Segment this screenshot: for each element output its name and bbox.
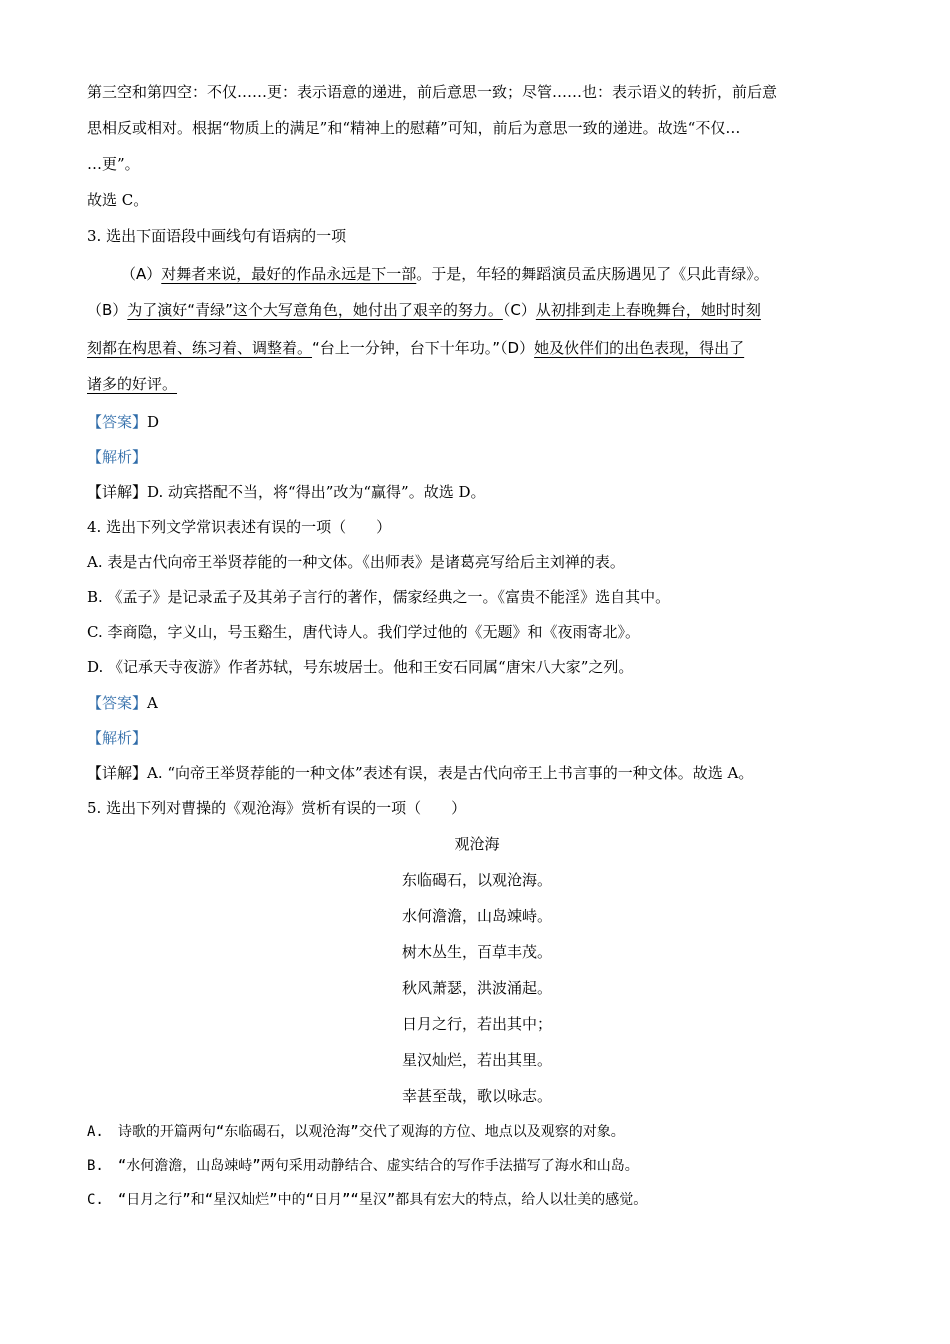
question-3-stem: 3. 选出下面语段中画线句有语病的一项 — [87, 227, 347, 245]
answer-tag: 【答案】 — [87, 694, 148, 712]
q4-answer — [87, 689, 158, 717]
answer-tag: 【答案】 — [87, 413, 148, 431]
q3-passage-line-2 — [87, 296, 761, 324]
q3-underlined-a: 对舞者来说，最好的作品永远是下一部 — [161, 265, 417, 283]
q4-option-c: C. 李商隐，字义山，号玉谿生，唐代诗人。我们学过他的《无题》和《夜雨寄北》。 — [87, 623, 640, 641]
q3-passage-text: 。于是，年轻的舞蹈演员孟庆肠遇见了《只此青绿》。 — [416, 265, 769, 283]
poem-line: 秋风萧瑟，洪波涌起。 — [401, 979, 552, 997]
paragraph-line: 思相反或相对。根据“物质上的满足”和“精神上的慰藉”可知，前后为意思一致的递进。故选“不仅… — [87, 119, 741, 137]
q3-underlined-d-cont: 诸多的好评。 — [87, 375, 178, 393]
paragraph-line: 故选 C。 — [87, 191, 149, 209]
q4-option-a: A. 表是古代向帝王举贤荐能的一种文体。《出师表》是诸葛亮写给后主刘禅的表。 — [87, 553, 625, 571]
q5-option-b: B. “水何澹澹，山岛竦峙”两句采用动静结合、虚实结合的写作手法描写了海水和山岛。 — [87, 1158, 639, 1174]
poem-title: 观沧海 — [454, 835, 500, 853]
poem-line: 幸甚至哉，歌以咏志。 — [401, 1087, 552, 1105]
q4-option-b: B. 《孟子》是记录孟子及其弟子言行的著作，儒家经典之一。《富贵不能淫》选自其中。 — [87, 588, 671, 606]
poem-line: 水何澹澹，山岛竦峙。 — [401, 907, 552, 925]
poem-line: 树木丛生，百草丰茂。 — [401, 943, 552, 961]
poem-line: 东临碣石，以观沧海。 — [401, 871, 552, 889]
q3-underlined-c: 从初排到走上春晚舞台，她时时刻 — [535, 301, 761, 319]
detail-text: A. “向帝王举贤荐能的一种文体”表述有误，表是古代向帝王上书言事的一种文体。故选 A。 — [147, 764, 754, 782]
detail-tag: 【详解】 — [87, 483, 148, 501]
q3-underlined-b: 为了演好“青绿”这个大写意角色，她付出了艰辛的努力。 — [127, 301, 503, 319]
q4-detail — [87, 759, 753, 787]
answer-value: A — [147, 694, 158, 712]
q4-option-d: D. 《记承天寺夜游》作者苏轼，号东坡居士。他和王安石同属“唐宋八大家”之列。 — [87, 658, 634, 676]
q4-analysis-tag: 【解析】 — [87, 729, 148, 747]
question-4-stem: 4. 选出下列文学常识表述有误的一项（ ） — [87, 518, 392, 536]
q3-answer — [87, 408, 159, 436]
q3-detail — [87, 478, 486, 506]
detail-text: D. 动宾搭配不当，将“得出”改为“赢得”。故选 D。 — [147, 483, 486, 501]
q3-passage-line-3 — [87, 334, 744, 362]
paragraph-line: …更”。 — [87, 155, 140, 173]
poem-line: 日月之行，若出其中； — [401, 1015, 552, 1033]
q5-option-c: C. “日月之行”和“星汉灿烂”中的“日月”“星汉”都具有宏大的特点，给人以壮美的感觉。 — [87, 1192, 648, 1208]
q3-passage-text: “台上一分钟，台下十年功。”（D） — [312, 339, 535, 357]
q3-label-b: （B） — [87, 301, 128, 319]
q3-passage-line-1 — [121, 260, 769, 288]
answer-value: D — [147, 413, 160, 431]
paragraph-line: 第三空和第四空：不仅……更：表示语意的递进，前后意思一致；尽管……也：表示语义的转折，前后意 — [87, 83, 778, 101]
q3-passage-line-4 — [87, 370, 177, 398]
detail-tag: 【详解】 — [87, 764, 148, 782]
q5-option-a: A. 诗歌的开篇两句“东临碣石，以观沧海”交代了观海的方位、地点以及观察的对象。 — [87, 1124, 625, 1140]
question-5-stem: 5. 选出下列对曹操的《观沧海》赏析有误的一项（ ） — [87, 799, 467, 817]
q3-analysis-tag: 【解析】 — [87, 448, 148, 466]
q3-underlined-c-cont: 刻都在构思着、练习着、调整着。 — [87, 339, 313, 357]
q3-label-c: （C） — [502, 301, 536, 319]
q3-underlined-d: 她及伙伴们的出色表现，得出了 — [534, 339, 745, 357]
q3-label-a: （A） — [121, 265, 162, 283]
poem-line: 星汉灿烂，若出其里。 — [401, 1051, 552, 1069]
